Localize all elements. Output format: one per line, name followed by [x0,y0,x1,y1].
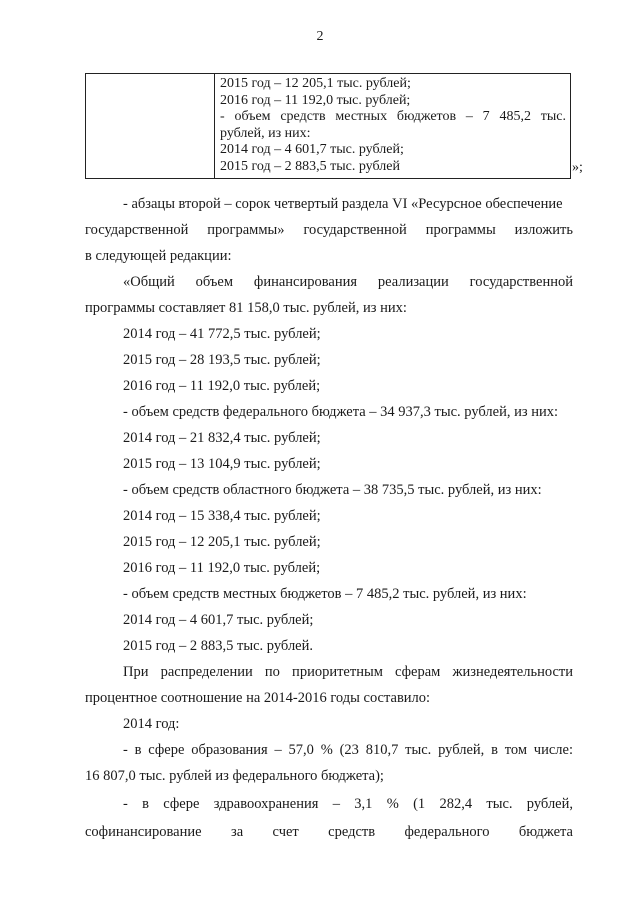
table-line: рублей, из них: [220,125,311,141]
table-line: 2015 год – 2 883,5 тыс. рублей [220,158,400,174]
body-line: 2016 год – 11 192,0 тыс. рублей; [123,560,321,576]
body-line: 2014 год – 15 338,4 тыс. рублей; [123,508,321,524]
body-line: - объем средств федерального бюджета – 34 937,3 тыс. рублей, из них: [123,404,559,420]
body-line: 2014 год – 41 772,5 тыс. рублей; [123,326,321,342]
body-line: 2014 год – 4 601,7 тыс. рублей; [123,612,314,628]
body-line: При распределении по приоритетным сферам жизнедеятельности [123,664,573,680]
table-line: 2014 год – 4 601,7 тыс. рублей; [220,142,404,157]
body-line: - абзацы второй – сорок четвертый раздела VI «Ресурсное обеспечение [123,196,563,212]
body-line: 2016 год – 11 192,0 тыс. рублей; [123,378,321,394]
body-line: государственной программы» государственной программы изложить [85,222,573,238]
body-line: в следующей редакции: [85,248,232,264]
body-line: 2015 год – 12 205,1 тыс. рублей; [123,534,321,550]
body-line: - объем средств областного бюджета – 38 735,5 тыс. рублей, из них: [123,482,542,498]
body-line: 16 807,0 тыс. рублей из федерального бюджета); [85,768,384,784]
body-line: - в сфере здравоохранения – 3,1 % (1 282,4 тыс. рублей, [123,796,573,812]
table-left-cell [86,74,215,178]
table-right-cell [220,76,566,175]
body-line: 2015 год – 2 883,5 тыс. рублей. [123,638,314,654]
body-line: 2014 год: [123,716,180,732]
table-fragment [85,73,571,179]
body-line: - в сфере образования – 57,0 % (23 810,7 тыс. рублей, в том числе: [123,742,573,758]
body-line: - объем средств местных бюджетов – 7 485,2 тыс. рублей, из них: [123,586,527,602]
table-line: 2016 год – 11 192,0 тыс. рублей; [220,92,411,108]
table-line: - объем средств местных бюджетов – 7 485,2 тыс. [220,109,566,124]
body-line: программы составляет 81 158,0 тыс. рублей, из них: [85,300,407,316]
page-number: 2 [316,29,324,44]
body-line: 2015 год – 13 104,9 тыс. рублей; [123,456,321,472]
table-line: 2015 год – 12 205,1 тыс. рублей; [220,76,411,91]
body-line: процентное соотношение на 2014-2016 годы составило: [85,690,431,706]
body-line: софинансирование за счет средств федерального бюджета [85,824,573,840]
closing-quote: »; [572,160,583,175]
body-line: «Общий объем финансирования реализации государственной [123,274,573,290]
body-line: 2015 год – 28 193,5 тыс. рублей; [123,352,321,368]
body-line: 2014 год – 21 832,4 тыс. рублей; [123,430,321,446]
